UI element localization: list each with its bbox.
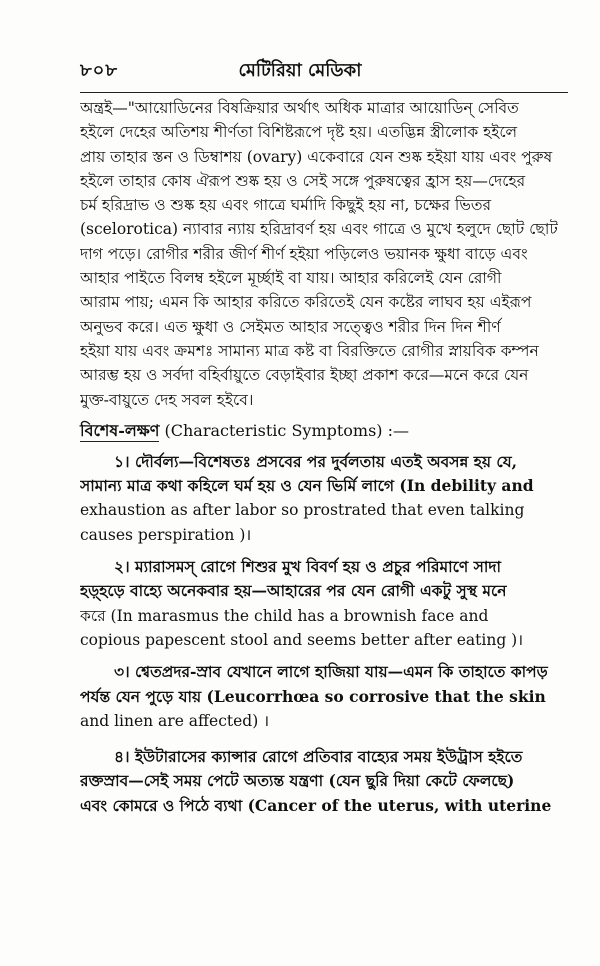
text-line: আরম্ভ হয় ও সর্বদা বহির্বায়ুতে বেড়াইবার ইচ্ছা প্রকাশ করে—মনে করে যেন: [80, 366, 529, 385]
intro-paragraph: [80, 96, 570, 412]
text-line: আহার পাইতে বিলম্ব হইলে মূর্চ্ছাই বা যায়। আহার করিলেই যেন রোগী: [80, 269, 502, 288]
text-line: and linen are affected) ।: [80, 711, 270, 730]
text-line: ১। দৌর্বল্য—বিশেষতঃ প্রসবের পর দুর্বলতায় এতই অবসন্ন হয় যে,: [114, 451, 518, 471]
text-line: হড়্‌হড়ে বাহ্যে অনেকবার হয়—আহারের পর যেন রোগী একটু সুস্থ মনে: [80, 581, 507, 601]
body-text: [80, 96, 570, 818]
symptom-entry-3: [80, 660, 570, 733]
text-line: অনুভব করে। এত ক্ষুধা ও সেইমত আহার সত্ত্বেও শরীর দিন দিন শীর্ণ: [80, 317, 501, 336]
text-line: হইলে তাহার কোষ ঐরূপ শুষ্ক হয় ও সেই সঙ্গে পুরুষত্বের হ্রাস হয়—দেহের: [80, 171, 526, 190]
section-heading-bengali: বিশেষ-লক্ষণ: [80, 420, 160, 440]
text-line: রক্তস্রাব—সেই সময় পেটে অত্যন্ত যন্ত্রণা (যেন ছুরি দিয়া কেটে ফেলছে): [80, 771, 515, 791]
text-line: causes perspiration )।: [80, 525, 252, 544]
symptom-entry-2: [80, 555, 570, 652]
text-line: প্রায় তাহার স্তন ও ডিম্বাশয় (ovary) একেবারে যেন শুষ্ক হইয়া যায় এবং পুরুষ: [80, 147, 553, 166]
text-line: ৪। ইউটারাসের ক্যান্সার রোগে প্রতিবার বাহ্যের সময় ইউট্রাস হইতে: [114, 747, 523, 767]
text-line: পর্যন্ত যেন পুড়ে যায় (Leucorrhœa so corrosive that the skin: [80, 686, 546, 706]
text-line: ২। ম্যারাসমস্ রোগে শিশুর মুখ বিবর্ণ হয় ও প্রচুর পরিমাণে সাদা: [114, 557, 502, 577]
text-line: চর্ম হরিদ্রাভ ও শুষ্ক হয় এবং গাত্রে ঘর্মাদি কিছুই হয় না, চক্ষের ভিতর: [80, 196, 492, 215]
text-line: copious papescent stool and seems better after eating )।: [80, 630, 524, 649]
text-line: হইলে দেহের অতিশয় শীর্ণতা বিশিষ্টরূপে দৃষ্ট হয়। এতদ্ভিন্ন স্ত্রীলোক হইলে: [80, 123, 518, 142]
symptom-entry-4: [80, 745, 570, 818]
text-line: হইয়া যায় এবং ক্রমশঃ সামান্য মাত্র কষ্ট বা বিরক্তিতে রোগীর স্নায়বিক কম্পন: [80, 341, 539, 360]
text-line: করে (In marasmus the child has a brownish face and: [80, 606, 489, 625]
text-line: ৩। শ্বেতপ্রদর-স্রাব যেখানে লাগে হাজিয়া যায়—এমন কি তাহাতে কাপড়: [114, 662, 548, 682]
text-line: সামান্য মাত্র কথা কহিলে ঘর্ম হয় ও যেন ভির্মি লাগে (In debility and: [80, 476, 534, 496]
text-line: exhaustion as after labor so prostrated that even talking: [80, 501, 525, 520]
section-heading-english: (Characteristic Symptoms) :—: [159, 420, 410, 440]
header-rule: [80, 92, 568, 93]
text-line: (scelorotica) ন্যাবার ন্যায় হরিদ্রাবর্ণ হয় এবং গাত্রে ও মুখে হলুদে ছোট ছোট: [80, 220, 558, 239]
page-number: ৮০৮: [80, 60, 119, 81]
text-line: অন্ত্রই—"আয়োডিনের বিষক্রিয়ার অর্থাৎ অধিক মাত্রার আয়োডিন্ সেবিত: [80, 99, 519, 117]
symptom-entry-1: [80, 450, 570, 547]
section-heading: [80, 416, 570, 446]
text-line: এবং কোমরে ও পিঠে ব্যথা (Cancer of the uterus, with uterine: [80, 795, 552, 815]
book-title: মেটিরিয়া মেডিকা: [238, 60, 362, 81]
text-line: আরাম পায়; এমন কি আহার করিতে করিতেই যেন কষ্টের লাঘব হয় এইরূপ: [80, 293, 532, 312]
text-line: মুক্ত-বায়ুতে দেহ সবল হইবে।: [80, 390, 254, 409]
text-line: দাগ পড়ে। রোগীর শরীর জীর্ণ শীর্ণ হইয়া পড়িলেও ভয়ানক ক্ষুধা বাড়ে এবং: [80, 244, 528, 263]
